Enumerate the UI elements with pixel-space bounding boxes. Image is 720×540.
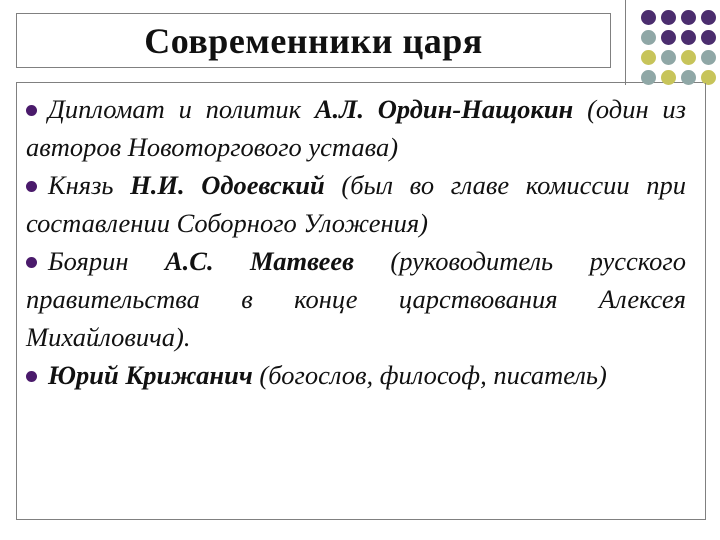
item-description: (богослов, философ, писатель) (252, 360, 607, 390)
slide-title: Современники царя (144, 20, 483, 61)
title-box (16, 13, 611, 68)
decorative-dot (641, 10, 656, 25)
person-name: А.С. Матвеев (164, 246, 354, 276)
bullet-icon (26, 105, 37, 116)
list-item (26, 356, 686, 394)
person-name: А.Л. Ордин-Нащокин (314, 94, 574, 124)
bullet-icon (26, 181, 37, 192)
decorative-dot (641, 50, 656, 65)
item-description: (был во главе комиссии при составлении Соборного Уложения) (26, 170, 686, 238)
contemporaries-list (26, 90, 686, 394)
decorative-dot (681, 10, 696, 25)
list-item (26, 242, 686, 356)
decorative-dot (661, 50, 676, 65)
decorative-dot (661, 30, 676, 45)
decorative-dot (681, 50, 696, 65)
decorative-dot (701, 30, 716, 45)
decorative-dot (701, 10, 716, 25)
decorative-dot (701, 50, 716, 65)
item-description: (один из авторов Новоторгового устава) (26, 94, 686, 162)
list-item (26, 166, 686, 242)
bullet-icon (26, 257, 37, 268)
person-name: Юрий Крижанич (48, 360, 253, 390)
decorative-dot (681, 30, 696, 45)
item-prefix: Боярин (48, 246, 165, 276)
item-prefix: Князь (48, 170, 131, 200)
list-item (26, 90, 686, 166)
item-description: (руководитель русского правительства в конце царствования Алексея Михайловича). (26, 246, 686, 352)
item-prefix: Дипломат и политик (48, 94, 315, 124)
person-name: Н.И. Одоевский (130, 170, 325, 200)
bullet-icon (26, 371, 37, 382)
decorative-dot (641, 30, 656, 45)
dot-grid-decoration (638, 7, 718, 87)
vertical-divider (625, 0, 626, 85)
decorative-dot (661, 10, 676, 25)
